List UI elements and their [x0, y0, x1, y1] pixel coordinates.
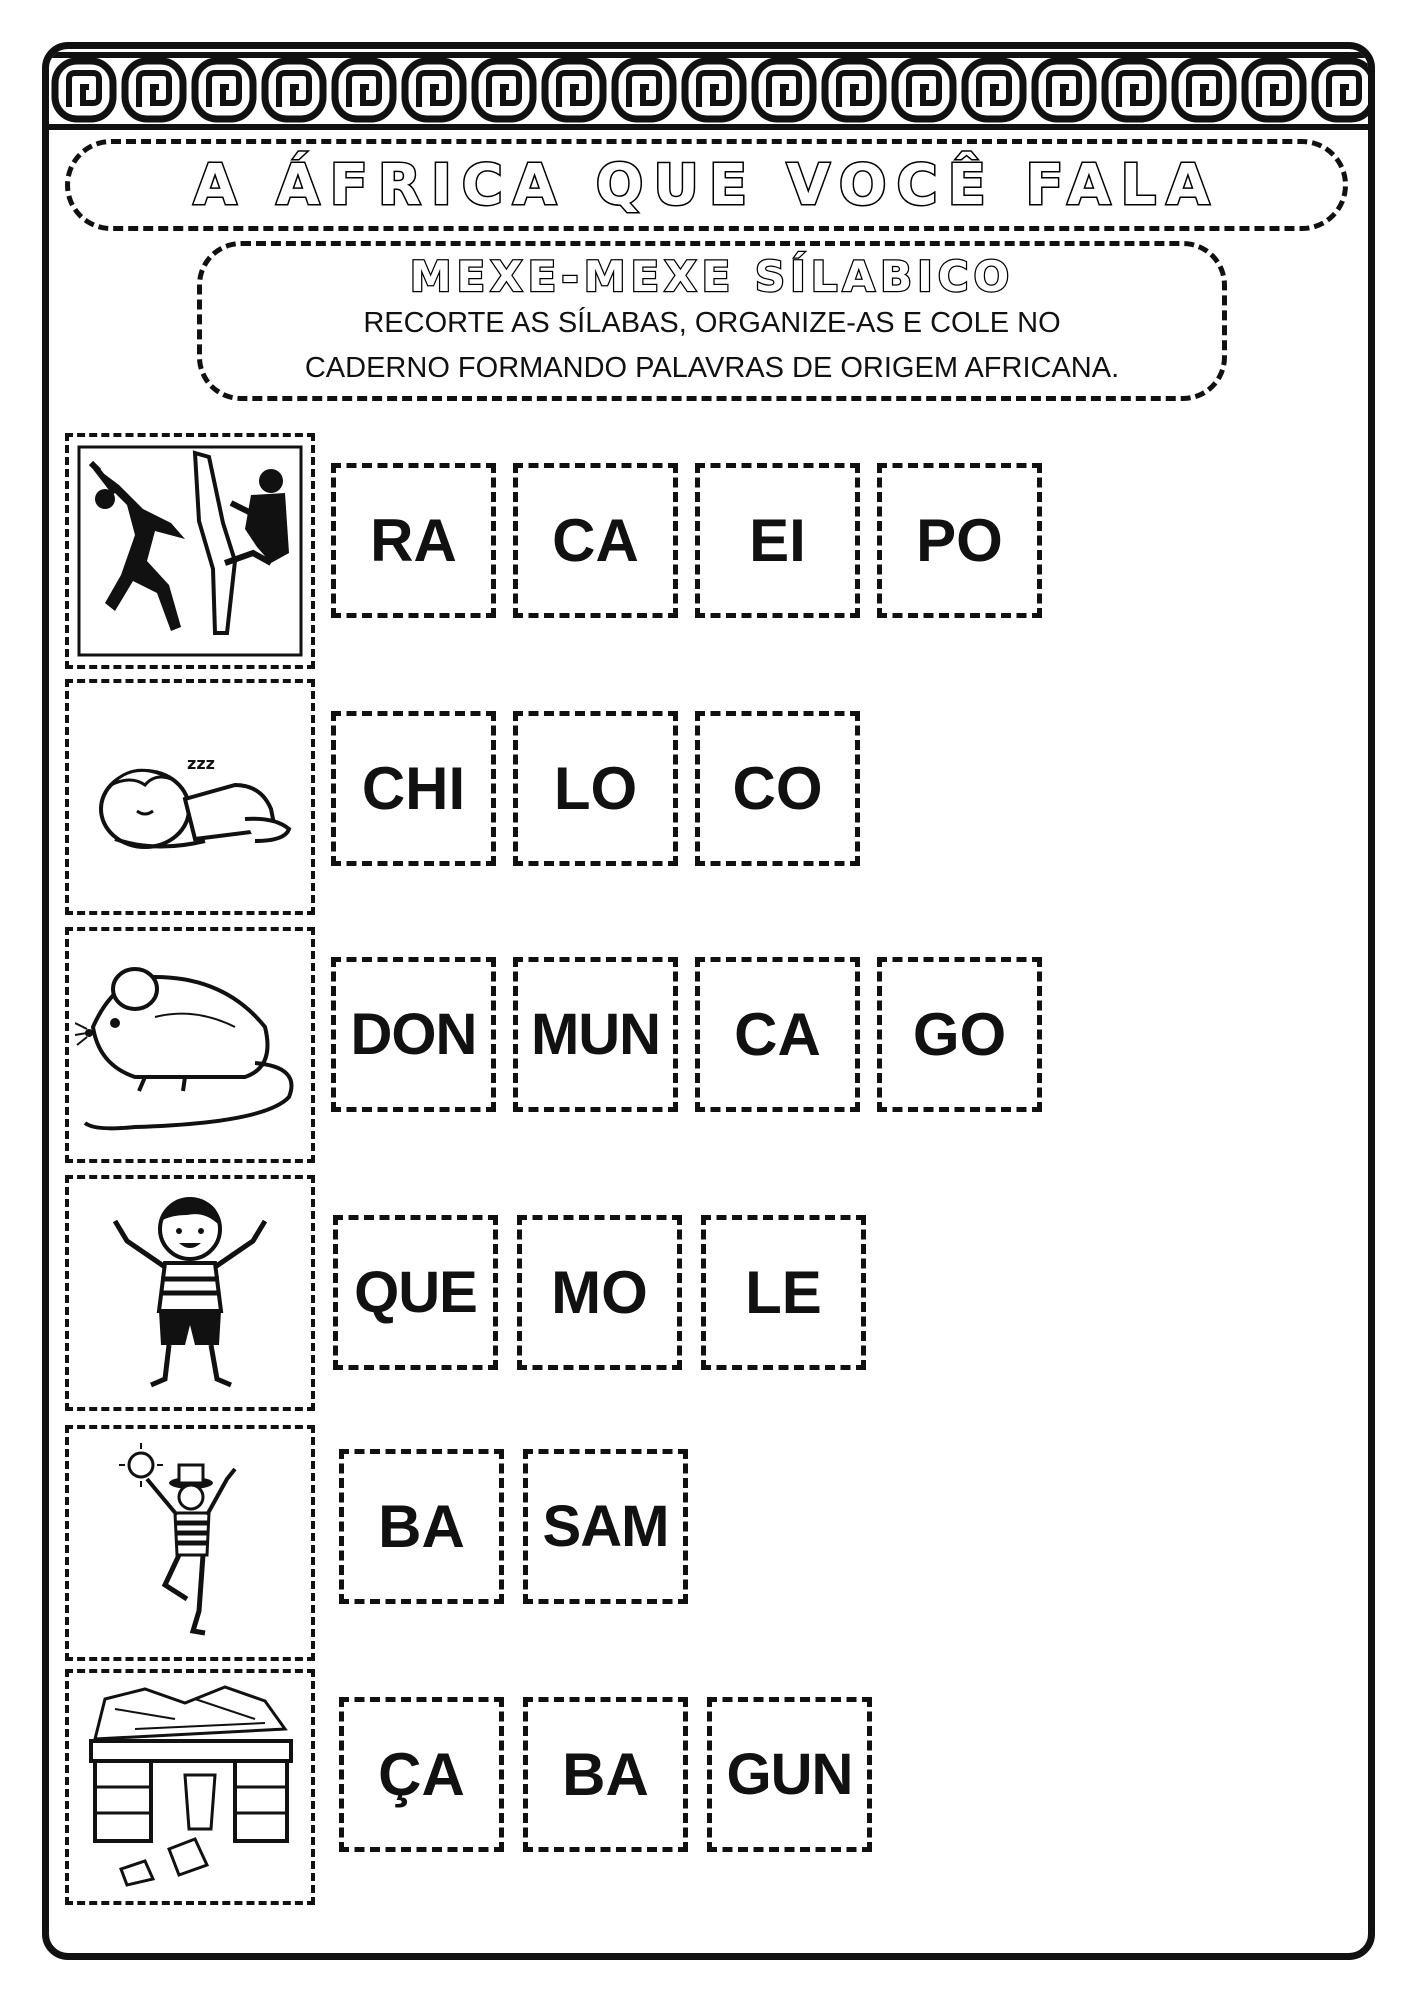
syllable-card[interactable]: MUN [513, 957, 678, 1112]
syllable-card[interactable]: SAM [523, 1449, 688, 1604]
picture-box-6 [65, 1669, 315, 1905]
page-title: A ÁFRICA QUE VOCÊ FALA [193, 152, 1220, 218]
syllable-card[interactable]: BA [339, 1449, 504, 1604]
dancing-boy-illustration-icon [75, 1185, 305, 1401]
worksheet-page [42, 42, 1375, 1960]
syllable-card[interactable]: CO [695, 711, 860, 866]
word-row-4 [65, 1175, 1355, 1415]
word-row-2 [65, 679, 1355, 919]
syllable-card[interactable]: CA [695, 957, 860, 1112]
syllable-card[interactable]: ÇA [339, 1697, 504, 1852]
messy-desk-illustration-icon [75, 1679, 305, 1895]
syllable-card[interactable]: QUE [333, 1215, 498, 1370]
syllable-card[interactable]: PO [877, 463, 1042, 618]
syllable-card[interactable]: BA [523, 1697, 688, 1852]
activity-subtitle: MEXE-MEXE SÍLABICO [409, 252, 1015, 301]
picture-box-1 [65, 433, 315, 669]
syllable-card[interactable]: LO [513, 711, 678, 866]
picture-box-5 [65, 1425, 315, 1661]
syllable-card[interactable]: RA [331, 463, 496, 618]
capoeira-illustration-icon [75, 443, 305, 659]
syllable-card[interactable]: EI [695, 463, 860, 618]
word-row-6 [65, 1669, 1355, 1909]
syllable-card[interactable]: LE [701, 1215, 866, 1370]
instruction-line-2: CADERNO FORMANDO PALAVRAS DE ORIGEM AFRICANA. [304, 352, 1120, 384]
picture-box-3 [65, 927, 315, 1163]
syllable-card[interactable]: DON [331, 957, 496, 1112]
word-row-1 [65, 433, 1355, 673]
picture-box-2 [65, 679, 315, 915]
word-row-3 [65, 927, 1355, 1167]
syllable-card[interactable]: GO [877, 957, 1042, 1112]
instruction-banner [197, 241, 1227, 401]
greek-spiral-border [49, 49, 1368, 133]
syllable-card[interactable]: CHI [331, 711, 496, 866]
syllable-card[interactable]: MO [517, 1215, 682, 1370]
picture-box-4 [65, 1175, 315, 1411]
svg-text:zzz: zzz [187, 754, 215, 773]
word-row-5 [65, 1425, 1355, 1665]
syllable-card[interactable]: GUN [707, 1697, 872, 1852]
title-banner [65, 139, 1348, 231]
samba-dancer-illustration-icon [75, 1435, 305, 1651]
sleeping-child-illustration-icon [75, 689, 305, 905]
syllable-card[interactable]: CA [513, 463, 678, 618]
instruction-line-1: RECORTE AS SÍLABAS, ORGANIZE-AS E COLE NO [363, 307, 1061, 339]
mouse-illustration-icon [75, 937, 305, 1153]
